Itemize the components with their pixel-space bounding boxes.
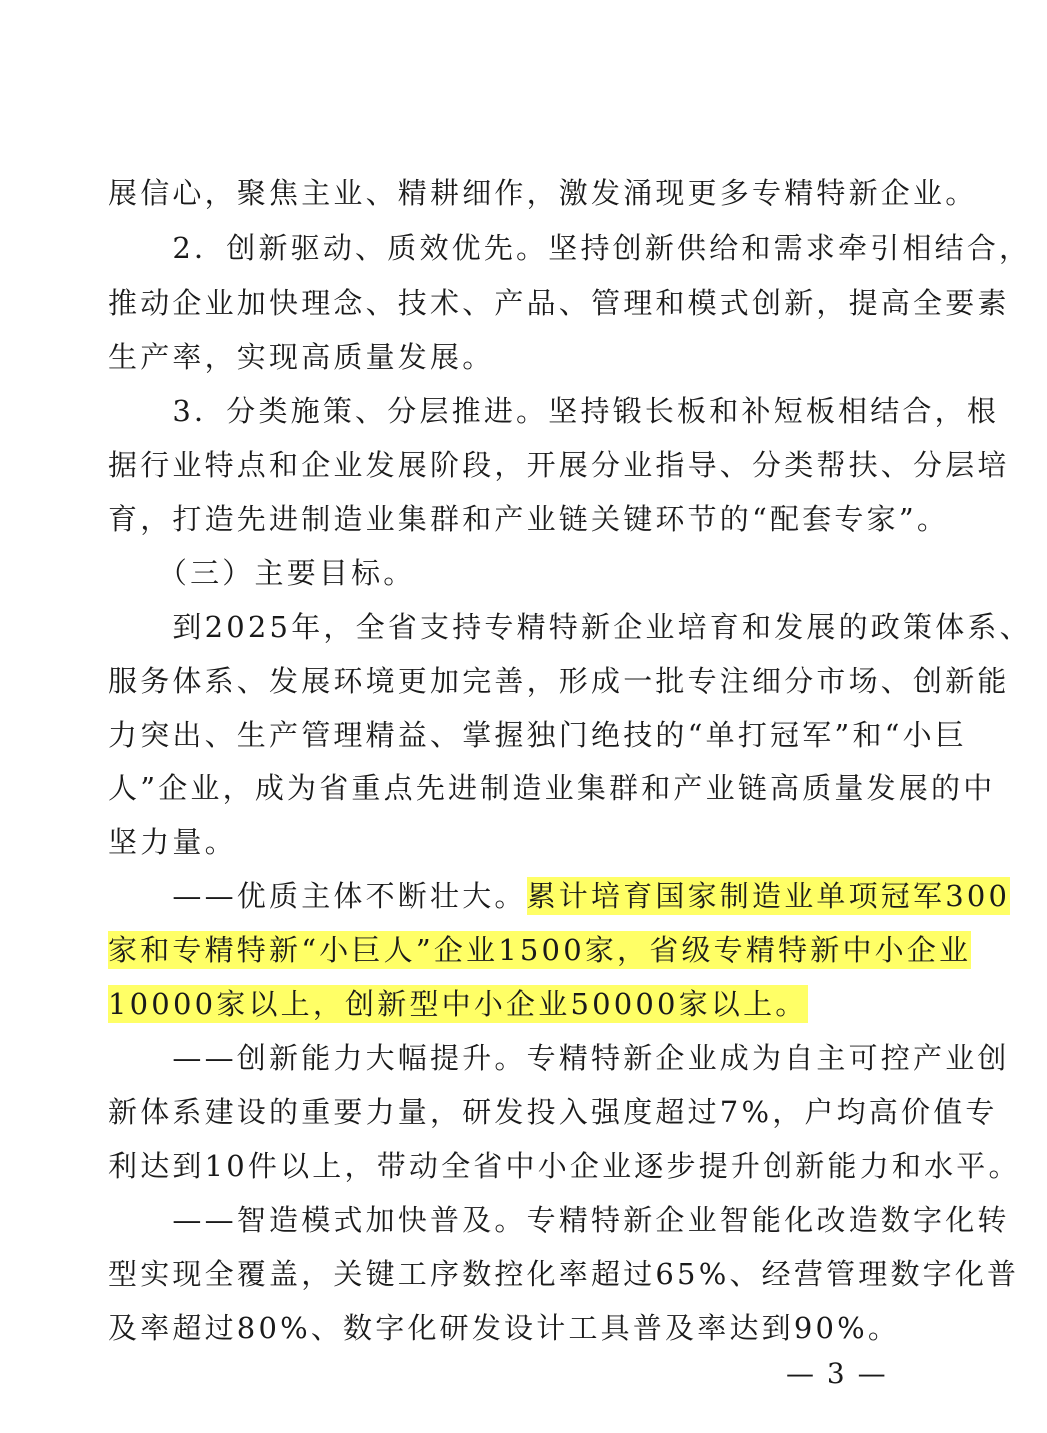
text-line (108, 1198, 1010, 1242)
highlighted-text: 累计培育国家制造业单项冠军300 (526, 879, 1011, 913)
text-line (108, 928, 972, 972)
highlighted-text: 家和专精特新“小巨人”企业1500家，省级专精特新中小企业 (108, 933, 972, 967)
line-text: 力突出、生产管理精益、掌握独门绝技的“单打冠军”和“小巨 (108, 718, 968, 752)
line-text: 推动企业加快理念、技术、产品、管理和模式创新，提高全要素 (108, 286, 1010, 320)
page-number: — 3 — (786, 1357, 888, 1390)
line-text: 型实现全覆盖，关键工序数控化率超过65%、经营管理数字化普 (108, 1257, 1020, 1291)
line-text: 坚力量。 (108, 825, 237, 859)
text-line (108, 171, 978, 215)
text-line (108, 1090, 998, 1134)
text-line (108, 1306, 908, 1350)
text-line (108, 335, 908, 379)
text-line (108, 820, 908, 864)
line-text: 生产率，实现高质量发展。 (108, 340, 495, 374)
text-line (108, 226, 1032, 270)
text-line (108, 1252, 1020, 1296)
line-text: 2．创新驱动、质效优先。坚持创新供给和需求牵引相结合， (108, 231, 1032, 265)
line-text: 据行业特点和企业发展阶段，开展分业指导、分类帮扶、分层培 (108, 448, 1010, 482)
line-text: ——创新能力大幅提升。专精特新企业成为自主可控产业创 (108, 1041, 1010, 1075)
line-text: 3．分类施策、分层推进。坚持锻长板和补短板相结合，根 (108, 394, 1000, 428)
line-text: 到2025年，全省支持专精特新企业培育和发展的政策体系、 (108, 610, 1032, 644)
line-text: ——优质主体不断壮大。 (108, 879, 527, 913)
text-line (108, 497, 950, 541)
line-text: 育，打造先进制造业集群和产业链关键环节的“配套专家”。 (108, 502, 950, 536)
text-line (108, 659, 1010, 703)
text-line (108, 389, 1000, 433)
text-line (108, 443, 1010, 487)
text-line (108, 1036, 1010, 1080)
line-text: 新体系建设的重要力量，研发投入强度超过7%，户均高价值专 (108, 1095, 998, 1129)
text-line (108, 982, 908, 1026)
text-line (108, 605, 1032, 649)
text-line (108, 1144, 1021, 1188)
text-line (108, 766, 996, 810)
line-text: 展信心，聚焦主业、精耕细作，激发涌现更多专精特新企业。 (108, 176, 978, 210)
line-text: ——智造模式加快普及。专精特新企业智能化改造数字化转 (108, 1203, 1010, 1237)
line-text: 人”企业，成为省重点先进制造业集群和产业链高质量发展的中 (108, 771, 996, 805)
text-line (108, 713, 968, 757)
line-text: 及率超过80%、数字化研发设计工具普及率达到90%。 (108, 1311, 901, 1345)
line-text: 利达到10件以上，带动全省中小企业逐步提升创新能力和水平。 (108, 1149, 1021, 1183)
text-line (108, 281, 1010, 325)
line-text: （三）主要目标。 (108, 556, 416, 590)
section-heading (108, 551, 908, 595)
highlighted-text: 10000家以上，创新型中小企业50000家以上。 (108, 987, 808, 1021)
line-text: 服务体系、发展环境更加完善，形成一批专注细分市场、创新能 (108, 664, 1010, 698)
text-line (108, 874, 1011, 918)
